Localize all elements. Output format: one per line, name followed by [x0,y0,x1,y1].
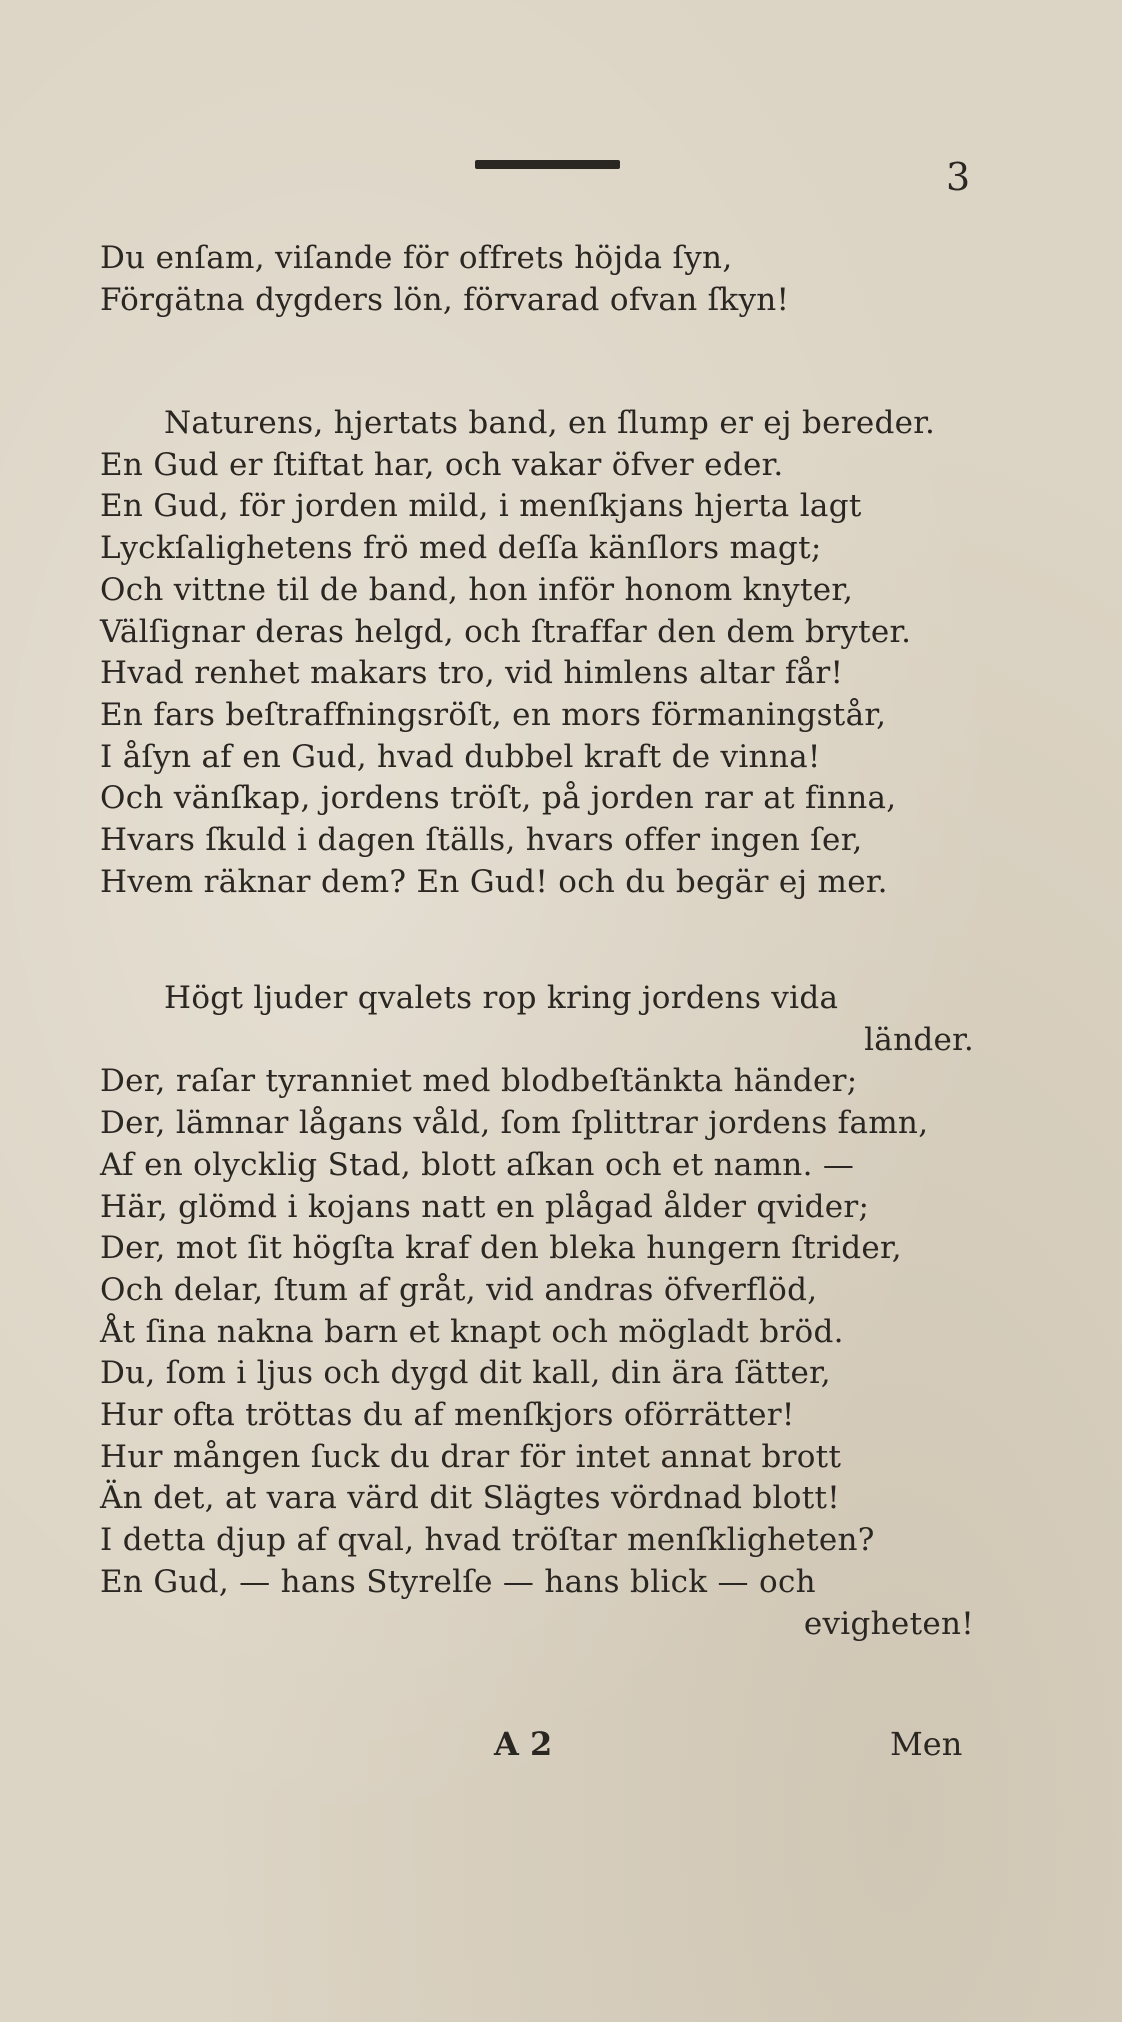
verse-line-continuation: evigheten! [803,1605,974,1642]
page-number: 3 [946,155,971,199]
verse-line: En Gud, — hans Styrelſe — hans blick — och [100,1563,816,1600]
signature-mark: A 2 [494,1725,553,1763]
verse-line: Naturens, hjertats band, en ſlump er ej bereder. [164,405,936,441]
verse-line: Der, mot ſit högſta kraf den bleka hungern ſtrider, [100,1230,902,1267]
header-rule [475,160,620,169]
verse-line: Förgätna dygders lön, förvarad ofvan ſkyn! [100,281,790,318]
verse-line: Än det, at vara värd dit Slägtes vördnad blott! [100,1480,841,1517]
verse-line: Och vittne til de band, hon inför honom knyter, [100,571,854,608]
verse-line-continuation: länder. [864,1021,974,1058]
verse-line: En fars beſtraffningsröſt, en mors förmaningstår, [100,696,887,733]
stanza-2 [100,403,980,903]
catchword: Men [890,1725,963,1763]
verse-line: Hvars ſkuld i dagen ſtälls, hvars offer ingen ſer, [100,822,863,859]
verse-line: Välſignar deras helgd, och ſtraffar den dem bryter. [100,613,912,650]
verse-line: Du enſam, viſande för offrets höjda ſyn, [100,240,733,276]
verse-line: Hur ofta tröttas du af menſkjors oförrätter! [100,1397,795,1434]
verse-line: Och delar, ſtum af gråt, vid andras öfverflöd, [100,1271,818,1308]
verse-line: Af en olycklig Stad, blott aſkan och et namn. — [100,1146,855,1183]
verse-line: En Gud, för jorden mild, i menſkjans hjerta lagt [100,488,862,525]
verse-line: Hur mången ſuck du drar för intet annat brott [100,1438,842,1475]
verse-line: Här, glömd i kojans natt en plågad ålder qvider; [100,1188,870,1225]
stanza-3 [100,978,980,1645]
verse-line: Hvem räknar dem? En Gud! och du begär ej mer. [100,863,888,900]
verse-line: Åt ſina nakna barn et knapt och mögladt bröd. [100,1313,844,1350]
verse-line: En Gud er ſtiftat har, och vakar öfver eder. [100,446,784,483]
verse-line: Högt ljuder qvalets rop kring jordens vida [164,980,839,1016]
verse-line: Hvad renhet makars tro, vid himlens altar får! [100,655,844,692]
verse-line: I detta djup af qval, hvad tröſtar menſkligheten? [100,1522,875,1559]
verse-line: Och vänſkap, jordens tröſt, på jorden rar at finna, [100,780,897,817]
verse-line: Lyckſalighetens frö med deſſa känſlors magt; [100,530,822,567]
stanza-1 [100,238,980,321]
verse-line: I åſyn af en Gud, hvad dubbel kraft de vinna! [100,738,821,775]
verse-line: Der, raſar tyranniet med blodbeſtänkta händer; [100,1063,858,1100]
verse-line: Du, ſom i ljus och dygd dit kall, din ära ſätter, [100,1355,831,1392]
verse-line: Der, lämnar lågans våld, ſom ſplittrar jordens famn, [100,1105,929,1142]
